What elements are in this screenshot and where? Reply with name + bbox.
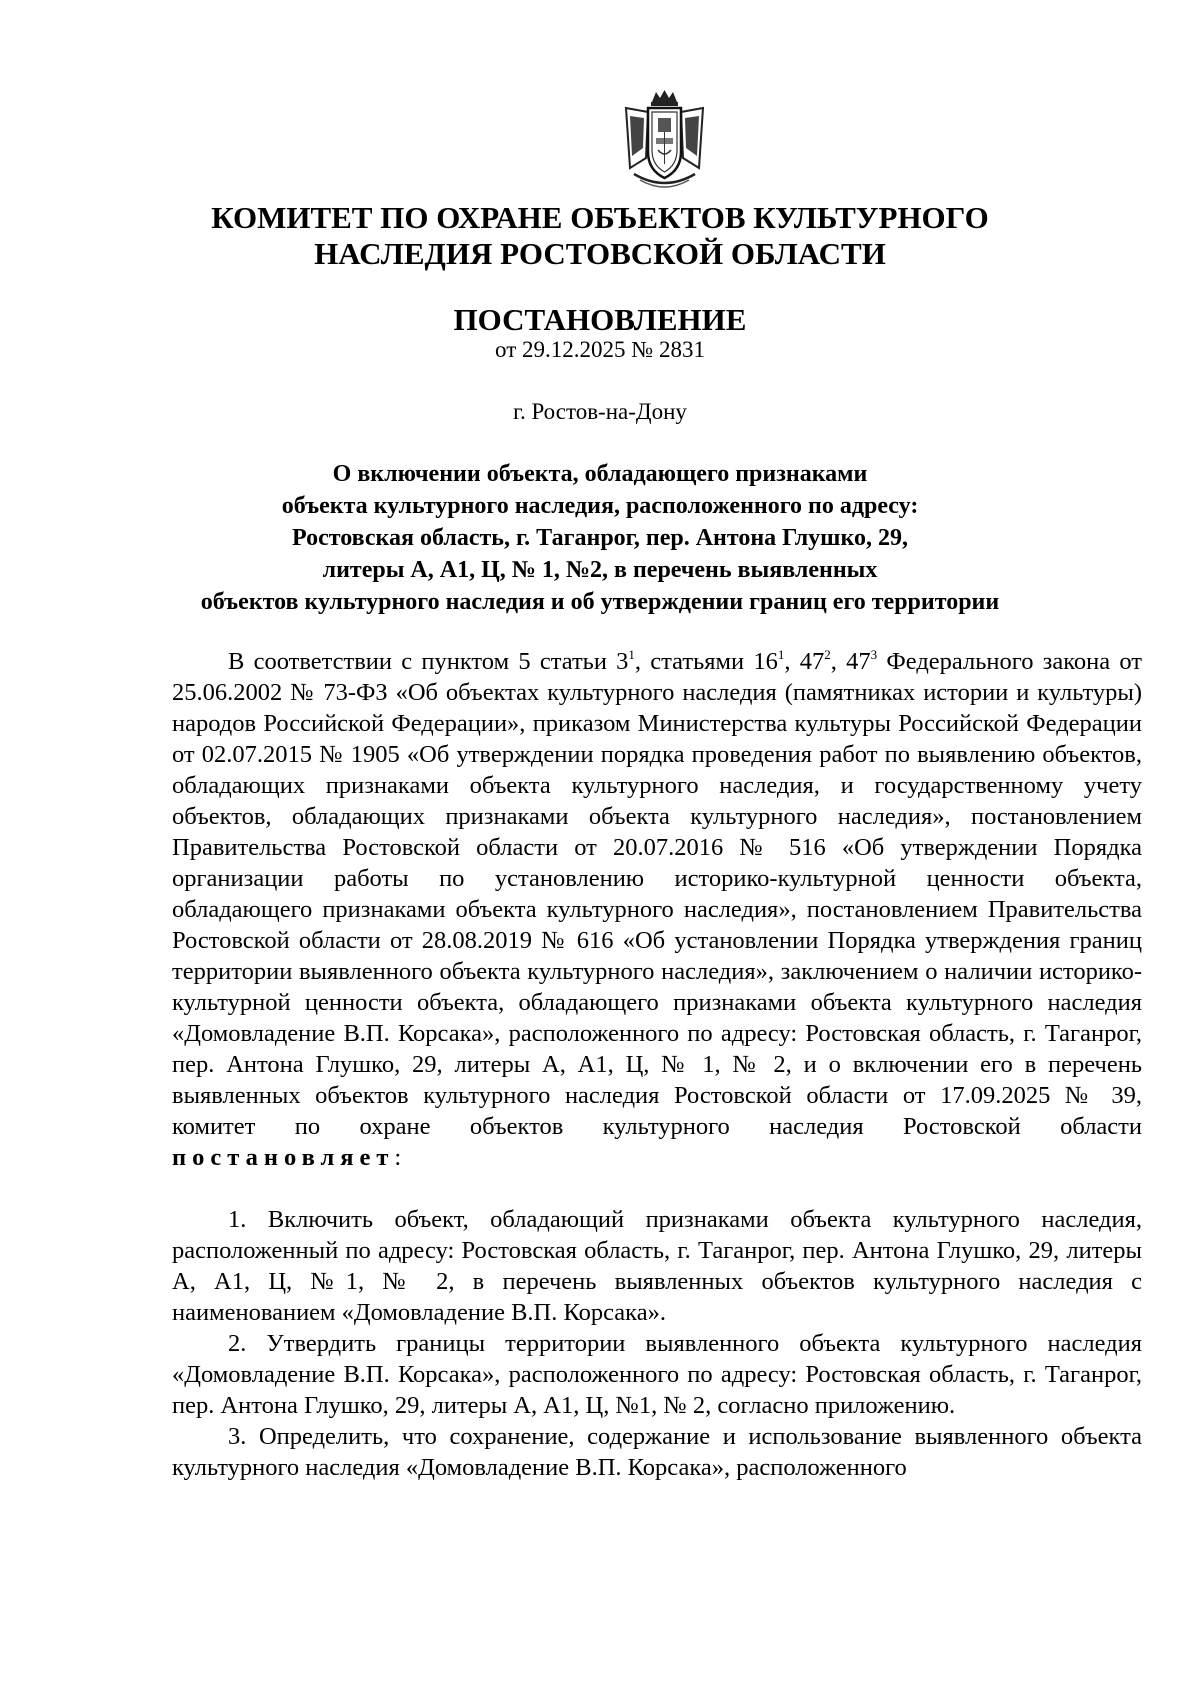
document-date-number: от 29.12.2025 № 2831	[495, 337, 705, 362]
preamble-text-1: В соответствии с пунктом 5 статьи 3	[228, 648, 629, 675]
preamble-text-4: , 47	[830, 648, 871, 675]
superscript: 1	[777, 647, 785, 662]
org-line-1: КОМИТЕТ ПО ОХРАНЕ ОБЪЕКТОВ КУЛЬТУРНОГО	[211, 200, 989, 235]
superscript: 2	[824, 647, 831, 662]
title-line-5: объектов культурного наследия и об утверждении границ его территории	[200, 589, 1000, 615]
title-line-1: О включении объекта, обладающего признаками	[332, 461, 868, 487]
preamble-text-5: Федерального закона от 25.06.2002 № 73-ФЗ «Об объектах культурного наследия (памятниках истории и культуры) народов Российской Федерации», приказом Министерства культуры Российской Федерации от 02.07.2015 № 1905 «Об утверждении порядка проведения работ по выявлению объектов, обладающих признаками объекта культурного наследия, и государственному учету объектов, обладающих признаками объекта культурного наследия», постановлением Правительства Ростовской области от 20.07.2016 № 516 «Об утверждении Порядка организации работы по установлению историко-культурной ценности объекта, обладающего признаками объекта культурного наследия», постановлением Правительства Ростовской области от 28.08.2019 № 616 «Об установлении Порядка утверждения границ территории выявленного объекта культурного наследия», заключением о наличии историко-культурной ценности объекта, обладающего признаками объекта культурного наследия «Домовладение В.П. Корсака», расположенного по адресу: Ростовская область, г. Таганрог, пер. Антона Глушко, 29, литеры А, А1, Ц, № 1, № 2, и о включении его в перечень выявленных объектов культурного наследия Ростовской области от 17.09.2025 № 39, комитет по охране объектов культурного наследия Ростовской области	[172, 648, 1143, 1140]
org-line-2: НАСЛЕДИЯ РОСТОВСКОЙ ОБЛАСТИ	[314, 236, 886, 271]
preamble-text-3: , 47	[784, 648, 825, 675]
list-item: 2. Утвердить границы территории выявленного объекта культурного наследия «Домовладение В.П. Корсака», расположенного по адресу: Ростовская область, г. Таганрог, пер. Антона Глушко, 29, литеры А, А1, Ц, №1, № 2, согласно приложению.	[172, 1330, 1142, 1419]
preamble-paragraph	[172, 646, 1142, 1173]
document-body	[172, 646, 1142, 1483]
superscript: 3	[870, 647, 878, 662]
coat-of-arms-icon	[618, 88, 711, 193]
title-line-3: Ростовская область, г. Таганрог, пер. Антона Глушко, 29,	[292, 525, 908, 551]
list-item: 3. Определить, что сохранение, содержание и использование выявленного объекта культурного наследия «Домовладение В.П. Корсака», расположенного	[172, 1423, 1142, 1481]
document-title	[150, 458, 1050, 618]
title-line-4: литеры А, А1, Ц, № 1, №2, в перечень выявленных	[322, 557, 878, 583]
document-type: ПОСТАНОВЛЕНИЕ	[453, 302, 747, 337]
title-line-2: объекта культурного наследия, расположенного по адресу:	[281, 493, 919, 519]
organization-name	[150, 200, 1050, 272]
preamble-text-2: , статьями 16	[634, 648, 778, 675]
list-item: 1. Включить объект, обладающий признаками объекта культурного наследия, расположенный по адресу: Ростовская область, г. Таганрог, пер. Антона Глушко, 29, литеры А, А1, Ц, №1, № 2, в перечень выявленных объектов культурного наследия с наименованием «Домовладение В.П. Корсака».	[172, 1206, 1142, 1326]
superscript: 1	[628, 647, 635, 662]
resolution-colon: :	[394, 1144, 402, 1171]
resolution-verb: постановляет	[172, 1144, 395, 1171]
document-city: г. Ростов-на-Дону	[513, 399, 687, 424]
